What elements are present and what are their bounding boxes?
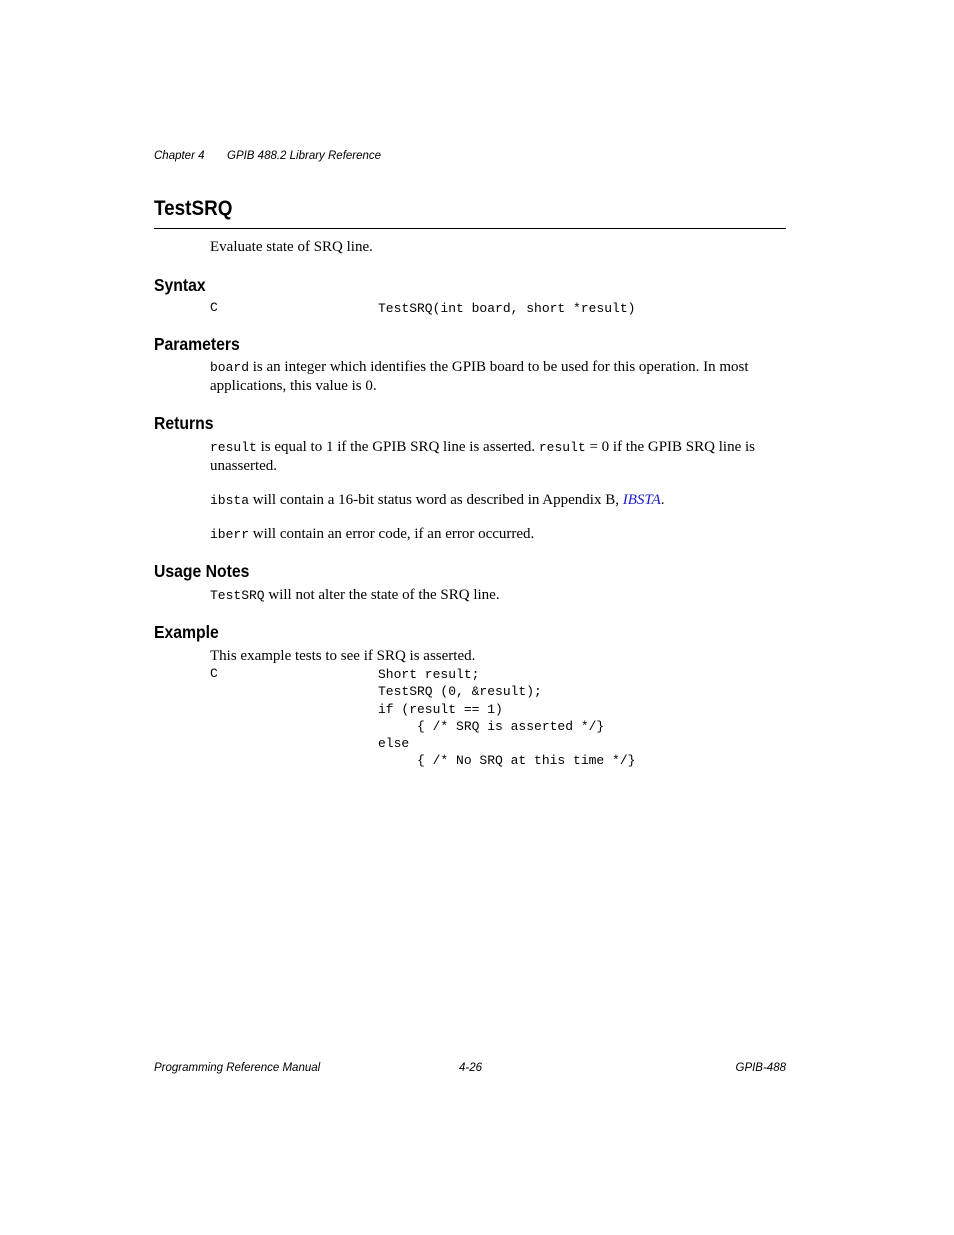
chapter-label: Chapter 4 [154,150,205,162]
result-text-1: is equal to 1 if the GPIB SRQ line is asserted. [256,439,539,455]
chapter-title: GPIB 488.2 Library Reference [227,150,382,162]
title-rule [154,228,786,229]
parameters-paragraph [210,358,786,396]
result-text-2: = 0 if the GPIB SRQ line is unasserted. [210,439,755,474]
usage-text: will not alter the state of the SRQ line. [264,587,500,603]
iberr-text: will contain an error code, if an error occurred. [249,526,535,542]
iberr-name: iberr [210,527,250,542]
syntax-heading: Syntax [154,275,206,295]
ibsta-end: . [660,492,665,508]
ibsta-link[interactable]: IBSTA [622,492,661,508]
running-header [154,150,382,162]
returns-iberr-paragraph [210,525,786,544]
footer-manual-name: Programming Reference Manual [154,1062,321,1074]
ibsta-text: will contain a 16-bit status word as described in Appendix B, [249,492,623,508]
example-heading: Example [154,622,219,642]
function-title: TestSRQ [154,197,233,220]
footer-page-number: 4-26 [459,1062,483,1074]
returns-ibsta-paragraph [210,491,786,510]
syntax-language: C [210,300,218,315]
returns-heading: Returns [154,413,214,433]
footer-product-name: GPIB-488 [735,1062,786,1074]
syntax-signature: TestSRQ(int board, short *result) [378,301,636,316]
param-name: board [210,360,250,375]
function-description: Evaluate state of SRQ line. [210,239,373,255]
returns-result-paragraph [210,438,786,476]
ibsta-name: ibsta [210,493,250,508]
result-name: result [210,440,257,455]
example-code: Short result; TestSRQ (0, &result); if (result == 1) { /* SRQ is asserted */} else { /* No SRQ at this time */} [378,667,636,769]
usage-func-name: TestSRQ [210,588,265,603]
parameters-heading: Parameters [154,334,240,354]
usage-notes-heading: Usage Notes [154,561,250,581]
example-language: C [210,666,218,681]
example-intro: This example tests to see if SRQ is asserted. [210,648,476,664]
param-text: is an integer which identifies the GPIB board to be used for this operation. In most applications, this value is 0. [210,359,749,394]
usage-notes-paragraph [210,586,786,605]
result-name-2: result [538,440,586,455]
